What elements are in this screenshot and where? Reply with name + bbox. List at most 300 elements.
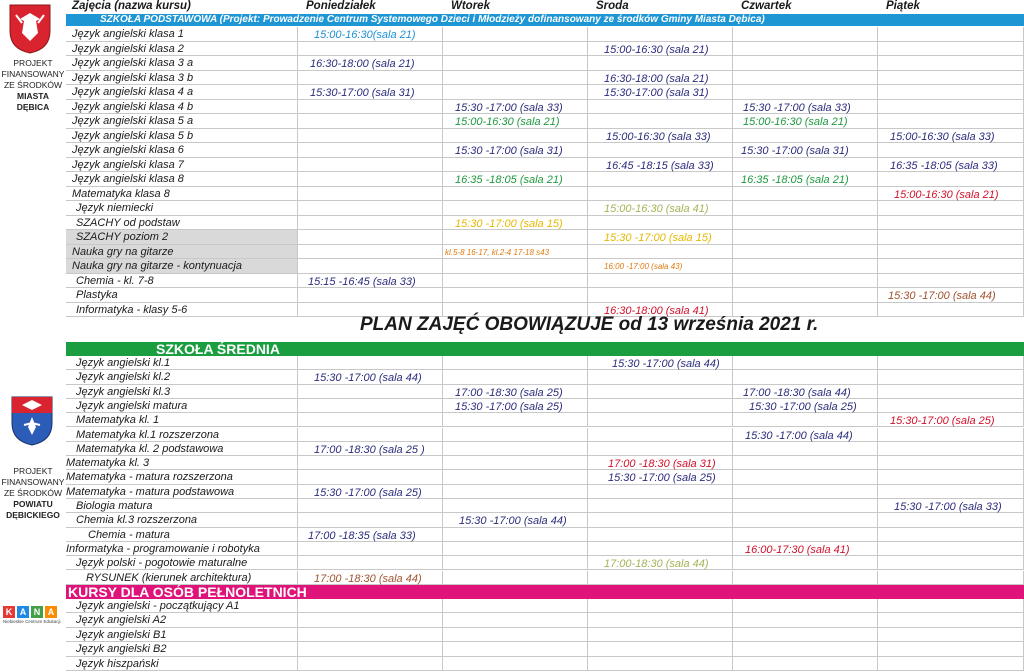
schedule-cell-mon [298,172,443,187]
table-row [66,385,1024,399]
schedule-cell-fri [878,85,1024,100]
schedule-cell-fri [878,470,1024,484]
course-name-cell [66,513,298,527]
schedule-cell-tue [443,216,588,231]
schedule-time: 15:30 -17:00 (sala 31) [455,145,563,157]
schedule-cell-wed [588,657,733,671]
schedule-cell-tue [443,370,588,384]
schedule-time: 15:00-16:30 (sala 21) [743,116,848,128]
section-primary-banner [66,14,1024,26]
course-name: Język angielski klasa 8 [72,173,184,185]
schedule-cell-fri [878,613,1024,627]
kana-subtitle: Niebieskie Centrum Edukacji [3,619,61,624]
schedule-cell-mon [298,27,443,42]
schedule-cell-tue [443,245,588,260]
kana-logo [3,606,63,628]
schedule-cell-mon [298,642,443,656]
schedule-cell-thu [733,642,878,656]
course-name-cell [66,356,298,370]
course-name-cell [66,245,298,260]
schedule-cell-tue [443,599,588,613]
schedule-cell-thu [733,599,878,613]
schedule-cell-tue [443,470,588,484]
schedule-cell-wed [588,599,733,613]
schedule-cell-fri [878,100,1024,115]
table-row [66,485,1024,499]
schedule-cell-fri [878,56,1024,71]
schedule-cell-thu [733,399,878,413]
table-row [66,187,1024,202]
schedule-cell-wed [588,143,733,158]
course-name-cell [66,201,298,216]
table-row [66,642,1024,656]
schedule-cell-wed [588,456,733,470]
course-name: Chemia - matura [88,528,170,541]
schedule-cell-fri [878,556,1024,570]
schedule-cell-fri [878,642,1024,656]
schedule-cell-mon [298,528,443,542]
course-name-cell [66,542,298,556]
schedule-cell-thu [733,657,878,671]
section-primary-title: SZKOŁA PODSTAWOWA (Projekt: Prowadzenie Centrum Systemowego Dzieci i Młodzieży dofinansowany ze środków Gminy Miasta Dębica) [100,14,765,25]
schedule-time: 16:35 -18:05 (sala 21) [741,174,849,186]
course-name: Informatyka - klasy 5-6 [76,303,188,316]
course-name: Chemia - kl. 7-8 [76,274,154,287]
course-name: Język angielski kl.2 [76,371,171,384]
schedule-cell-mon [298,485,443,499]
table-row [66,528,1024,542]
course-name: Język angielski - początkujący A1 [76,600,240,612]
course-name-cell [66,100,298,115]
schedule-cell-mon [298,42,443,57]
schedule-cell-tue [443,413,588,427]
schedule-cell-mon [298,201,443,216]
table-row [66,499,1024,513]
schedule-cell-thu [733,42,878,57]
schedule-cell-thu [733,528,878,542]
schedule-cell-wed [588,187,733,202]
section-adult-banner [66,585,1024,599]
kana-letter: A [17,606,29,618]
schedule-cell-mon [298,413,443,427]
course-name: Nauka gry na gitarze [72,245,174,258]
course-name-cell [66,216,298,231]
course-name: Język angielski B1 [76,628,167,641]
schedule-time: 15:30 -17:00 (sala 25) [314,486,422,499]
schedule-cell-wed [588,259,733,274]
schedule-cell-fri [878,230,1024,245]
schedule-cell-tue [443,513,588,527]
schedule-cell-fri [878,303,1024,318]
course-name-cell [66,42,298,57]
course-name: Chemia kl.3 rozszerzona [76,514,198,527]
schedule-cell-fri [878,385,1024,399]
header-tuesday: Wtorek [451,0,490,12]
schedule-cell-tue [443,259,588,274]
schedule-time: 15:30 -17:00 (sala 44) [612,358,720,370]
course-name: Język angielski klasa 6 [72,144,184,156]
schedule-time: 15:00-16:30 (sala 21) [604,43,709,56]
course-name: Język angielski klasa 5 a [72,115,194,127]
table-row [66,100,1024,115]
table-row [66,56,1024,71]
schedule-cell-wed [588,628,733,642]
section-secondary-title: SZKOŁA ŚREDNIA [156,341,280,357]
table-row [66,542,1024,556]
course-name-cell [66,399,298,413]
course-name: Język angielski klasa 1 [72,28,184,40]
schedule-cell-fri [878,413,1024,427]
schedule-cell-mon [298,542,443,556]
schedule-cell-thu [733,85,878,100]
course-name-cell [66,158,298,173]
schedule-cell-thu [733,143,878,158]
table-row [66,216,1024,231]
schedule-cell-tue [443,143,588,158]
schedule-cell-fri [878,599,1024,613]
schedule-cell-mon [298,556,443,570]
schedule-cell-mon [298,385,443,399]
schedule-cell-thu [733,158,878,173]
schedule-cell-wed [588,42,733,57]
schedule-cell-mon [298,274,443,289]
header-friday: Piątek [886,0,920,12]
schedule-cell-wed [588,571,733,585]
schedule-time: 15:30 -17:00 (sala 15) [455,217,563,230]
schedule-cell-fri [878,42,1024,57]
schedule-cell-tue [443,571,588,585]
schedule-cell-thu [733,172,878,187]
course-name: Biologia matura [76,500,153,512]
kana-letter: K [3,606,15,618]
schedule-cell-mon [298,216,443,231]
course-name: Język angielski klasa 2 [72,42,184,55]
schedule-cell-tue [443,114,588,129]
schedule-cell-mon [298,613,443,627]
course-name: Język angielski B2 [76,643,167,656]
schedule-cell-mon [298,230,443,245]
schedule-cell-tue [443,288,588,303]
course-name-cell [66,172,298,187]
course-name: Język hiszpański [76,657,159,670]
schedule-cell-thu [733,27,878,42]
table-row [66,370,1024,384]
schedule-cell-tue [443,201,588,216]
schedule-time: 15:00-16:30 (sala 41) [604,203,709,215]
schedule-time: 17:00 -18:30 (sala 25) [455,386,563,399]
schedule-cell-mon [298,571,443,585]
schedule-cell-mon [298,288,443,303]
course-name: Matematyka kl. 3 [66,457,150,470]
schedule-cell-mon [298,370,443,384]
schedule-cell-thu [733,571,878,585]
table-row [66,114,1024,129]
schedule-cell-mon [298,114,443,129]
schedule-time: 15:30-17:00 (sala 31) [310,87,415,99]
schedule-cell-fri [878,172,1024,187]
schedule-cell-fri [878,499,1024,513]
course-name: Informatyka - programowanie i robotyka [66,542,260,555]
schedule-cell-tue [443,27,588,42]
schedule-cell-tue [443,456,588,470]
schedule-cell-wed [588,56,733,71]
schedule-time: 15:15 -16:45 (sala 33) [308,275,416,288]
course-name-cell [66,129,298,144]
schedule-cell-tue [443,187,588,202]
debica-city-crest-icon [8,3,52,55]
schedule-cell-tue [443,499,588,513]
schedule-cell-fri [878,628,1024,642]
schedule-cell-mon [298,599,443,613]
schedule-cell-wed [588,399,733,413]
schedule-time: 17:00-18:30 (sala 44) [604,558,709,571]
schedule-cell-tue [443,485,588,499]
schedule-cell-thu [733,71,878,86]
schedule-time: 15:30 -17:00 (sala 44) [459,515,567,528]
schedule-time: 16:00-17:30 (sala 41) [745,543,850,556]
course-name-cell [66,27,298,42]
course-name-cell [66,56,298,71]
schedule-cell-fri [878,442,1024,456]
table-row [66,513,1024,527]
schedule-cell-fri [878,27,1024,42]
course-name-cell [66,571,298,585]
table-row [66,442,1024,456]
schedule-cell-tue [443,428,588,442]
schedule-cell-tue [443,628,588,642]
table-row [66,274,1024,289]
schedule-time: 15:30 -17:00 (sala 15) [604,232,712,244]
course-name-cell [66,385,298,399]
schedule-cell-mon [298,513,443,527]
schedule-cell-fri [878,571,1024,585]
table-row [66,201,1024,216]
schedule-cell-wed [588,216,733,231]
course-name-cell [66,71,298,86]
schedule-cell-fri [878,428,1024,442]
course-name: Język angielski A2 [76,614,167,627]
schedule-cell-wed [588,356,733,370]
schedule-cell-thu [733,114,878,129]
schedule-cell-wed [588,274,733,289]
course-name: SZACHY poziom 2 [76,231,169,243]
schedule-cell-tue [443,85,588,100]
schedule-cell-mon [298,259,443,274]
schedule-cell-wed [588,172,733,187]
course-name-cell [66,303,298,318]
table-row [66,259,1024,274]
schedule-cell-wed [588,71,733,86]
schedule-cell-tue [443,42,588,57]
table-row [66,428,1024,442]
section-adult-title: KURSY DLA OSÓB PEŁNOLETNICH [68,584,307,600]
schedule-cell-tue [443,100,588,115]
schedule-cell-mon [298,399,443,413]
table-row [66,470,1024,484]
schedule-cell-fri [878,129,1024,144]
schedule-time: 15:30 -17:00 (sala 44) [314,372,422,385]
project-text-city: PROJEKT FINANSOWANY ZE ŚRODKÓW MIASTA DĘBICA [1,58,65,112]
course-name: Matematyka klasa 8 [72,187,170,200]
schedule-cell-fri [878,456,1024,470]
schedule-time: 16:30-18:00 (sala 21) [604,72,709,85]
table-row [66,356,1024,370]
schedule-time: 16:00 -17:00 (sala 43) [604,262,683,271]
course-name-cell [66,470,298,484]
course-name: Język angielski klasa 5 b [72,129,194,142]
schedule-cell-wed [588,201,733,216]
schedule-cell-wed [588,158,733,173]
schedule-cell-fri [878,259,1024,274]
table-row [66,42,1024,57]
course-name: Matematyka - matura podstawowa [66,485,235,498]
schedule-cell-thu [733,245,878,260]
schedule-cell-wed [588,642,733,656]
kana-letter: N [31,606,43,618]
schedule-time: 15:00-16:30 (sala 33) [606,130,711,143]
schedule-time: 15:30 -17:00 (sala 44) [745,429,853,442]
table-row [66,27,1024,42]
schedule-notice: PLAN ZAJĘĆ OBOWIĄZUJE od 13 września 2021 r. [360,314,819,335]
table-row [66,158,1024,173]
schedule-time: 15:30 -17:00 (sala 25) [749,400,857,413]
schedule-cell-fri [878,143,1024,158]
schedule-cell-thu [733,499,878,513]
schedule-time: 15:30 -17:00 (sala 33) [894,501,1002,513]
schedule-cell-tue [443,528,588,542]
schedule-cell-wed [588,485,733,499]
schedule-cell-fri [878,657,1024,671]
schedule-time: kl.5-8 16-17, kl.2-4 17-18 s43 [445,247,550,257]
schedule-time: 16:35 -18:05 (sala 21) [455,174,563,186]
course-name: Matematyka - matura rozszerzona [66,471,233,484]
section-secondary-banner [66,342,1024,356]
table-row [66,71,1024,86]
schedule-cell-fri [878,370,1024,384]
course-name-cell [66,613,298,627]
schedule-cell-tue [443,56,588,71]
schedule-cell-tue [443,172,588,187]
schedule-cell-thu [733,385,878,399]
schedule-time: 17:00 -18:30 (sala 25 ) [314,443,425,456]
schedule-cell-wed [588,428,733,442]
course-name-cell [66,370,298,384]
schedule-time: 15:30-17:00 (sala 25) [890,415,995,428]
schedule-time: 15:00-16:30(sala 21) [314,29,416,41]
schedule-cell-wed [588,528,733,542]
schedule-cell-tue [443,71,588,86]
schedule-time: 15:30 -17:00 (sala 33) [743,101,851,114]
course-name-cell [66,599,298,613]
course-name-cell [66,556,298,570]
schedule-cell-thu [733,100,878,115]
schedule-cell-fri [878,288,1024,303]
table-row [66,129,1024,144]
schedule-cell-thu [733,628,878,642]
schedule-cell-mon [298,628,443,642]
schedule-cell-fri [878,274,1024,289]
table-row [66,413,1024,427]
schedule-cell-wed [588,85,733,100]
course-name-cell [66,413,298,427]
table-row [66,143,1024,158]
schedule-cell-tue [443,442,588,456]
schedule-cell-tue [443,274,588,289]
course-name: Matematyka kl. 2 podstawowa [76,442,224,455]
course-name: Język angielski klasa 3 a [72,57,194,69]
schedule-cell-thu [733,356,878,370]
schedule-cell-mon [298,158,443,173]
course-name-cell [66,143,298,158]
course-name: Matematyka kl. 1 [76,414,160,427]
schedule-cell-tue [443,657,588,671]
table-row [66,245,1024,260]
schedule-cell-thu [733,513,878,527]
schedule-cell-thu [733,129,878,144]
schedule-time: 15:30 -17:00 (sala 31) [741,145,849,157]
schedule-time: 17:00 -18:30 (sala 44) [743,386,851,399]
schedule-cell-mon [298,129,443,144]
course-name: Nauka gry na gitarze - kontynuacja [72,260,242,272]
course-name: Język angielski klasa 4 b [72,100,194,113]
course-name-cell [66,628,298,642]
course-name-cell [66,230,298,245]
schedule-cell-fri [878,216,1024,231]
schedule-cell-wed [588,230,733,245]
schedule-cell-tue [443,613,588,627]
schedule-cell-fri [878,158,1024,173]
schedule-cell-tue [443,129,588,144]
schedule-cell-wed [588,499,733,513]
project-text-county: PROJEKT FINANSOWANY ZE ŚRODKÓW POWIATU DĘBICKIEGO [1,466,65,520]
schedule-time: 15:30 -17:00 (sala 25) [455,400,563,413]
schedule-cell-tue [443,230,588,245]
schedule-cell-wed [588,288,733,303]
schedule-cell-mon [298,56,443,71]
schedule-time: 16:45 -18:15 (sala 33) [606,159,714,172]
kana-letter: A [45,606,57,618]
schedule-cell-tue [443,399,588,413]
schedule-cell-thu [733,485,878,499]
schedule-cell-wed [588,556,733,570]
table-row [66,172,1024,187]
schedule-cell-wed [588,114,733,129]
schedule-cell-tue [443,356,588,370]
schedule-cell-mon [298,245,443,260]
table-row [66,599,1024,613]
schedule-cell-fri [878,71,1024,86]
course-name-cell [66,442,298,456]
schedule-cell-thu [733,613,878,627]
course-name-cell [66,85,298,100]
course-name-cell [66,259,298,274]
table-row [66,288,1024,303]
table-row [66,657,1024,671]
course-name-cell [66,528,298,542]
course-name-cell [66,288,298,303]
schedule-cell-mon [298,499,443,513]
course-name-cell [66,499,298,513]
course-name-cell [66,274,298,289]
course-name: Język angielski kl.3 [76,385,171,398]
schedule-cell-mon [298,428,443,442]
schedule-cell-thu [733,230,878,245]
schedule-cell-mon [298,187,443,202]
table-row [66,628,1024,642]
schedule-time: 16:30-18:00 (sala 41) [604,304,709,317]
schedule-cell-wed [588,27,733,42]
schedule-cell-tue [443,556,588,570]
